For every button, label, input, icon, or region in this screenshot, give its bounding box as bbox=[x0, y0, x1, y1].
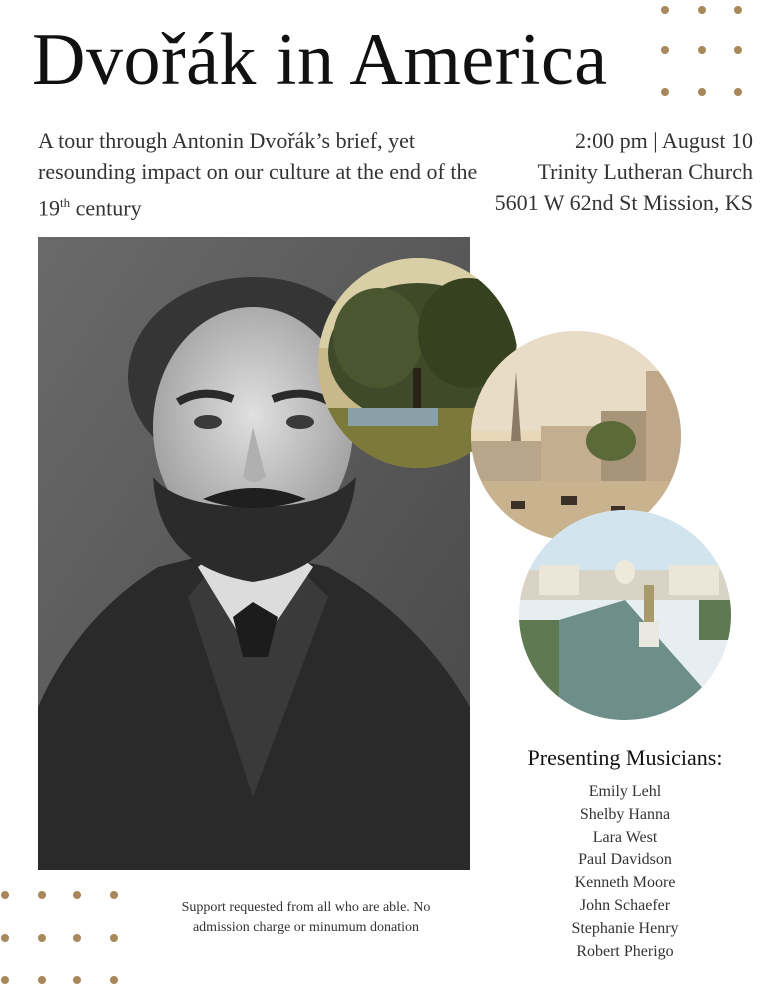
event-address: 5601 W 62nd St Mission, KS bbox=[494, 190, 753, 215]
event-time: 2:00 pm | August 10 bbox=[575, 128, 753, 153]
decorative-dot bbox=[110, 976, 118, 984]
musician-name: Emily Lehl bbox=[588, 783, 662, 800]
decorative-dot bbox=[661, 6, 669, 14]
decorative-dot bbox=[110, 891, 118, 899]
decorative-dot bbox=[698, 88, 706, 96]
decorative-dot bbox=[734, 46, 742, 54]
decorative-dot bbox=[110, 934, 118, 942]
exposition-lagoon-painting-circle bbox=[519, 510, 731, 720]
subtitle-end: century bbox=[70, 195, 142, 221]
event-venue: Trinity Lutheran Church bbox=[537, 159, 753, 184]
decorative-dot bbox=[661, 88, 669, 96]
decorative-dot bbox=[38, 934, 46, 942]
musician-name: Shelby Hanna bbox=[579, 805, 671, 823]
event-info bbox=[495, 125, 753, 218]
decorative-dot bbox=[73, 976, 81, 984]
decorative-dot bbox=[38, 976, 46, 984]
decorative-dot bbox=[1, 891, 9, 899]
decorative-dot bbox=[1, 976, 9, 984]
city-street-painting-circle bbox=[471, 331, 681, 541]
decorative-dot bbox=[73, 891, 81, 899]
musician-name: Stephanie Henry bbox=[571, 919, 679, 937]
decorative-dot bbox=[661, 46, 669, 54]
subtitle-superscript: th bbox=[60, 195, 71, 210]
musician-name: Robert Pherigo bbox=[576, 942, 674, 960]
musician-name: Paul Davidson bbox=[578, 851, 672, 869]
decorative-dot bbox=[38, 891, 46, 899]
musicians-section bbox=[500, 745, 750, 963]
musicians-heading: Presenting Musicians: bbox=[527, 745, 723, 770]
decorative-dot bbox=[1, 934, 9, 942]
musician-name: John Schaefer bbox=[579, 896, 671, 914]
decorative-dot bbox=[734, 88, 742, 96]
subtitle-text: A tour through Antonin Dvořák’s brief, yet resounding impact on our culture at the end of the 19 bbox=[38, 128, 478, 221]
decorative-dot bbox=[73, 934, 81, 942]
musician-name: Lara West bbox=[592, 828, 658, 846]
decorative-dot bbox=[698, 46, 706, 54]
poster-title: Dvořák in America bbox=[32, 19, 608, 101]
decorative-dot bbox=[698, 6, 706, 14]
support-note: Support requested from all who are able. No admission charge or minumum donation bbox=[181, 900, 431, 935]
decorative-dot bbox=[734, 6, 742, 14]
poster-subtitle bbox=[38, 125, 478, 223]
musician-name: Kenneth Moore bbox=[574, 874, 676, 892]
